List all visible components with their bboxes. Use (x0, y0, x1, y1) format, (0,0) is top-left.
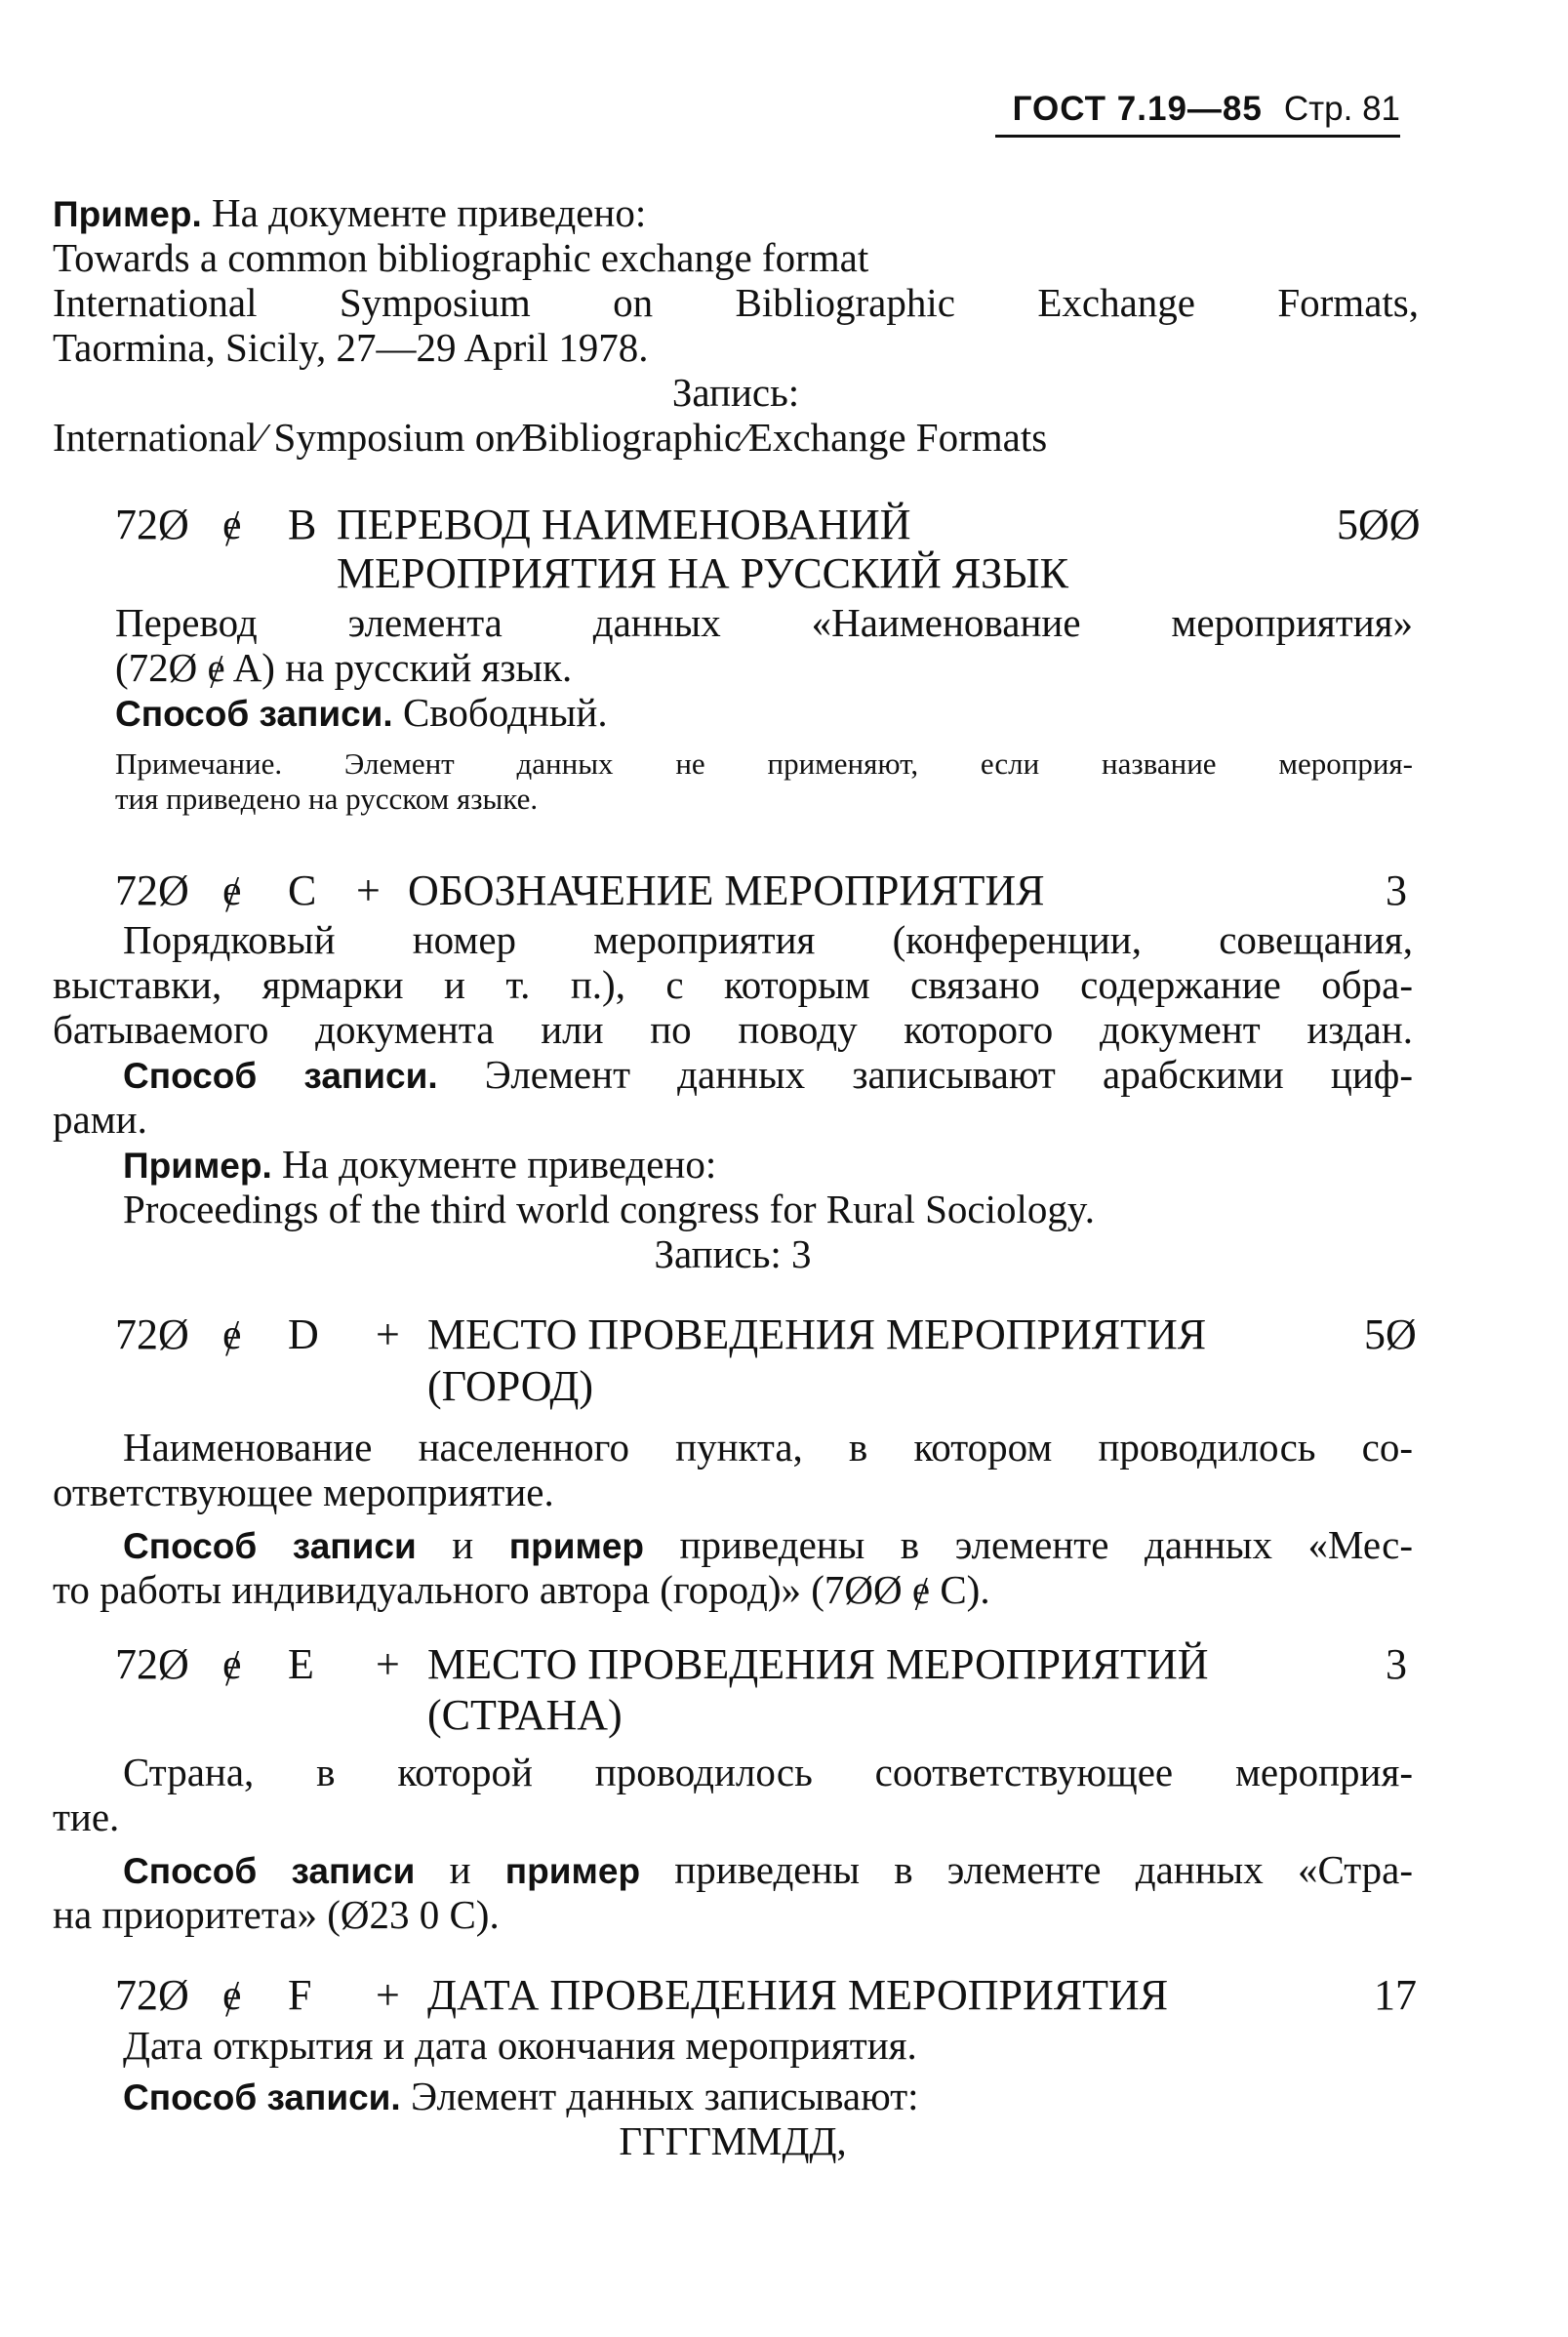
subfield-code: E (288, 1640, 314, 1688)
method-label: пример (504, 1851, 641, 1891)
date-format: ГГГГММДД, (619, 2118, 847, 2163)
section-720c-body: Порядковый номер мероприятия (конференции, совещания, выставки, ярмарки и т. п.), с которым связано содержание обра- батываемого документа или по поводу которого документ издан. Способ записи. Элемент данных записывают арабскими циф- рами. Пример. На документе приведено: Proceedings of the third world congress for Rural Sociology. Запись: 3 (53, 917, 1413, 1276)
indicator-symbol: ɇ (222, 866, 242, 914)
description-text: тие. (53, 1794, 120, 1839)
record-value: International⁄ Symposium on⁄Bibliographic⁄Exchange Formats (53, 415, 1048, 460)
field-length: 3 (1386, 1640, 1407, 1688)
field-length: 17 (1374, 1971, 1417, 2019)
example-title-line: International Symposium on Bibliographic Exchange Formats, (53, 280, 1419, 325)
section-title: МЕСТО ПРОВЕДЕНИЯ МЕРОПРИЯТИЙ (427, 1640, 1209, 1688)
section-720f-body: Дата открытия и дата окончания мероприятия. Способ записи. Элемент данных записывают: ГГГГММДД, (123, 2023, 919, 2163)
note-text: Примечание. Элемент данных не применяют, если название мероприя- (115, 746, 1413, 781)
description-text: ответствующее мероприятие. (53, 1470, 554, 1514)
indicator-symbol: ɇ (222, 1640, 242, 1688)
example-label: Пример. (123, 1146, 272, 1186)
section-title: (СТРАНА) (427, 1691, 623, 1739)
section-title: МЕСТО ПРОВЕДЕНИЯ МЕРОПРИЯТИЯ (427, 1310, 1207, 1358)
section-title: ДАТА ПРОВЕДЕНИЯ МЕРОПРИЯТИЯ (427, 1971, 1169, 2019)
method-label: Способ записи. (115, 694, 393, 734)
indicator-symbol: ɇ (222, 1971, 242, 2019)
note-block (115, 746, 1413, 817)
field-length: 3 (1386, 866, 1407, 914)
subfield-code: D (288, 1310, 319, 1358)
section-title: ОБОЗНАЧЕНИЕ МЕРОПРИЯТИЯ (408, 866, 1045, 914)
method-label: Способ записи (123, 1526, 417, 1566)
description-text: Наименование населенного пункта, в котором проводилось со- (123, 1425, 1413, 1470)
description-text: Порядковый номер мероприятия (конференции, совещания, (123, 917, 1413, 962)
note-text: тия приведено на русском языке. (115, 782, 539, 816)
method-label: Способ записи. (123, 1056, 438, 1096)
subfield-code: B (288, 501, 317, 548)
section-title: (ГОРОД) (427, 1362, 594, 1410)
section-title: МЕРОПРИЯТИЯ НА РУССКИЙ ЯЗЫК (337, 549, 1068, 597)
repeatable-mark: + (376, 1640, 400, 1688)
record-label: Запись: (671, 370, 800, 415)
description-text: Страна, в которой проводилось соответствующее мероприя- (123, 1750, 1413, 1794)
description-text: выставки, ярмарки и т. п.), с которым связано содержание обра- (53, 962, 1413, 1007)
example-label: Пример. (53, 194, 202, 234)
record-value: Запись: 3 (654, 1231, 812, 1276)
section-720d-body: Наименование населенного пункта, в котором проводилось со- ответствующее мероприятие. Способ записи и пример приведены в элементе данных «Мес- то работы индивидуального автора (город)» (7ØØ ɇ C). (53, 1425, 1413, 1612)
repeatable-mark: + (376, 1971, 400, 2019)
example-title-line: Proceedings of the third world congress for Rural Sociology. (123, 1187, 1095, 1231)
field-length: 5ØØ (1337, 501, 1421, 548)
indicator-symbol: ɇ (222, 1310, 242, 1358)
field-tag: 72Ø (115, 866, 189, 914)
section-title: ПЕРЕВОД НАИМЕНОВАНИЙ (337, 501, 911, 548)
repeatable-mark: + (376, 1310, 400, 1358)
description-text: батываемого документа или по поводу которого документ издан. (53, 1007, 1413, 1052)
example-title-line: Towards a common bibliographic exchange format (53, 235, 869, 280)
repeatable-mark: + (356, 866, 381, 914)
field-tag: 72Ø (115, 1971, 189, 2019)
field-tag: 72Ø (115, 1310, 189, 1358)
method-label: Способ записи (123, 1851, 416, 1891)
field-tag: 72Ø (115, 501, 189, 548)
page-header (995, 90, 1400, 138)
standard-number: ГОСТ 7.19—85 (1012, 90, 1263, 128)
field-tag: 72Ø (115, 1640, 189, 1688)
example-title-line: Taormina, Sicily, 27—29 April 1978. (53, 325, 649, 370)
subfield-code: C (288, 866, 317, 914)
indicator-symbol: ɇ (222, 501, 242, 548)
subfield-code: F (288, 1971, 312, 2019)
page-number: Стр. 81 (1283, 90, 1400, 128)
example-block-1: Пример. На документе приведено: Towards a common bibliographic exchange format International Symposium on Bibliographic Exchange Formats, Taormina, Sicily, 27—29 April 1978. Запись: International⁄ Symposium on⁄Bibliographic⁄Exchange Formats (53, 190, 1419, 460)
section-720b-body: Перевод элемента данных «Наименование мероприятия» (72Ø ɇ A) на русский язык. Способ записи. Свободный. (115, 600, 1413, 735)
description-text: Дата открытия и дата окончания мероприятия. (123, 2023, 917, 2068)
method-label: пример (508, 1526, 644, 1566)
section-720e-body: Страна, в которой проводилось соответствующее мероприя- тие. Способ записи и пример приведены в элементе данных «Стра- на приоритета» (Ø23 0 C). (53, 1750, 1414, 1937)
description-text: Перевод элемента данных «Наименование мероприятия» (115, 600, 1413, 645)
method-label: Способ записи. (123, 2077, 401, 2117)
description-text: (72Ø ɇ A) на русский язык. (115, 645, 573, 690)
field-length: 5Ø (1364, 1310, 1417, 1358)
